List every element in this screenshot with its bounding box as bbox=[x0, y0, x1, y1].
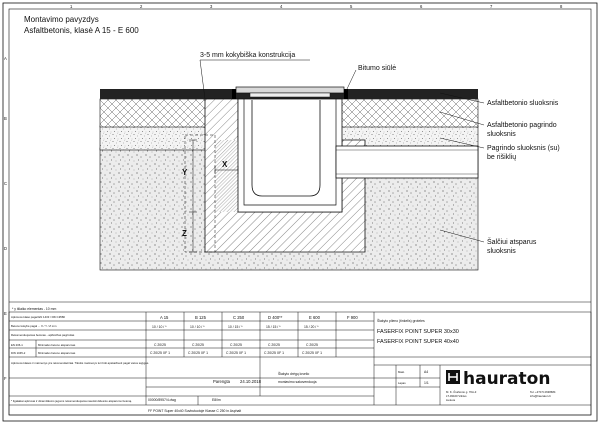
svg-text:Apkrovos klasės ir matmenys yr: Apkrovos klasės ir matmenys yra rekomendaciniai. Tikslūs matmenys turi būti apskaičiuoti pagal vietos sąlygas. bbox=[11, 361, 150, 365]
drawing-title: Montavimo pavyzdys bbox=[24, 15, 99, 24]
company-address bbox=[446, 389, 556, 402]
channel-cavity bbox=[252, 100, 320, 196]
svg-text:6: 6 bbox=[420, 4, 423, 9]
svg-text:4: 4 bbox=[280, 4, 283, 9]
svg-text:1: 1 bbox=[70, 4, 73, 9]
product-heading: Šlakyto plieno (tinkelis) groteles bbox=[377, 319, 425, 323]
svg-text:M. K. Čiurlionio g. 70A-3: M. K. Čiurlionio g. 70A-3 bbox=[446, 390, 477, 394]
class-b125: B 125 bbox=[195, 315, 206, 320]
svg-text:D: D bbox=[4, 246, 8, 251]
svg-text:C 20/25 XF 1: C 20/25 XF 1 bbox=[150, 351, 170, 355]
svg-text:C 20/25: C 20/25 bbox=[268, 343, 280, 347]
svg-text:Parengta: Parengta bbox=[213, 379, 230, 384]
svg-text:Z: Z bbox=[182, 229, 187, 238]
frame-letters-left bbox=[4, 56, 7, 381]
svg-text:24.10.2018: 24.10.2018 bbox=[240, 379, 261, 384]
svg-text:C 20/25 XF 1: C 20/25 XF 1 bbox=[188, 351, 208, 355]
class-f900: F 900 bbox=[347, 315, 358, 320]
product-line-2: FASERFIX POINT SUPER 40x40 bbox=[377, 339, 459, 345]
svg-text:Šlakyto drėgų lovelio: Šlakyto drėgų lovelio bbox=[278, 372, 310, 376]
svg-text:* Ilgalaikei apkrovai ir dinam: * Ilgalaikei apkrovai ir dinamiškoms jėgoms rekomenduojama naudoti didesnio atsparumo betoną. bbox=[11, 399, 132, 403]
label-frost-1: Šalčiui atsparus bbox=[487, 239, 537, 246]
svg-text:X: X bbox=[222, 160, 228, 169]
outlet-pipe bbox=[336, 146, 478, 178]
company-logo bbox=[446, 369, 550, 389]
svg-text:15 / 20 / *: 15 / 20 / * bbox=[304, 325, 319, 329]
class-d400: D 400** bbox=[268, 315, 283, 320]
svg-text:Rekomenduojamas betonas - apib: Rekomenduojamas betonas - apibrėžtas pagrindas bbox=[11, 333, 75, 337]
svg-text:2: 2 bbox=[140, 4, 143, 9]
svg-text:F: F bbox=[4, 376, 7, 381]
svg-text:EN 206-1: EN 206-1 bbox=[11, 343, 23, 347]
svg-text:10 / 10 / *: 10 / 10 / * bbox=[190, 325, 205, 329]
svg-text:DIN 1045-2: DIN 1045-2 bbox=[11, 351, 26, 355]
bitumen-seam-left bbox=[232, 89, 236, 99]
frame-numbers-top bbox=[70, 4, 563, 9]
svg-text:Y: Y bbox=[182, 168, 188, 177]
label-frost-2: sluoksnis bbox=[487, 248, 516, 255]
svg-text:15 / 15 / *: 15 / 15 / * bbox=[266, 325, 281, 329]
svg-text:C 20/25: C 20/25 bbox=[230, 343, 242, 347]
footer-title: FF POINT Super 40x40 Suvbutuotoje Klasse C 250 in Asphalt bbox=[148, 409, 242, 413]
cross-section bbox=[100, 52, 560, 270]
label-bitumen-seam: Bitumo siūlė bbox=[358, 65, 397, 72]
svg-text:Betono kokybė pagal ... X / Y: Betono kokybė pagal ... X / Y / Z mm bbox=[11, 324, 57, 328]
svg-text:1/1: 1/1 bbox=[424, 381, 429, 385]
svg-text:Apkrovos klasė pagal EN 1433 /: Apkrovos klasė pagal EN 1433 / DIN 19580 bbox=[11, 315, 65, 319]
svg-text:C 20/25: C 20/25 bbox=[192, 343, 204, 347]
svg-text:A4: A4 bbox=[424, 370, 429, 374]
table-note: * y išlaiko elementas - 10 mm bbox=[12, 307, 57, 311]
svg-text:LT-03100 Vilnius: LT-03100 Vilnius bbox=[446, 394, 467, 398]
svg-text:C: C bbox=[4, 181, 8, 186]
svg-text:C 20/25 XF 1: C 20/25 XF 1 bbox=[264, 351, 284, 355]
label-asphalt-layer: Asfaltbetonio sluoksnis bbox=[487, 100, 559, 107]
svg-text:Tel. +370 5 2638684: Tel. +370 5 2638684 bbox=[530, 390, 556, 394]
title-block-text bbox=[11, 307, 459, 413]
class-a15: A 15 bbox=[160, 315, 169, 320]
svg-text:A: A bbox=[4, 56, 7, 61]
svg-text:C 20/25 XF 1: C 20/25 XF 1 bbox=[226, 351, 246, 355]
svg-text:Minimalus betono atsparumas: Minimalus betono atsparumas bbox=[38, 351, 76, 355]
drawing-subtitle: Asfaltbetonis, klasė A 15 - E 600 bbox=[24, 26, 139, 35]
svg-text:00000/8957/4.dwg: 00000/8957/4.dwg bbox=[148, 398, 176, 402]
svg-text:Lapas: Lapas bbox=[398, 381, 406, 385]
svg-text:Mast.: Mast. bbox=[398, 370, 405, 374]
svg-text:Lietuva: Lietuva bbox=[446, 398, 456, 402]
label-concrete-construction: 3-5 mm kokybiška konstrukcija bbox=[200, 52, 296, 59]
svg-text:C 20/25 XF 1: C 20/25 XF 1 bbox=[302, 351, 322, 355]
svg-text:C 20/25: C 20/25 bbox=[306, 343, 318, 347]
label-base-2: be rišiklių bbox=[487, 154, 517, 161]
label-base-1: Pagrindo sluoksnis (su) bbox=[487, 145, 560, 152]
svg-text:montavimo sakovenduoja: montavimo sakovenduoja bbox=[278, 380, 317, 384]
svg-text:Minimalus betono atsparumas: Minimalus betono atsparumas bbox=[38, 343, 76, 347]
class-e600: E 600 bbox=[309, 315, 320, 320]
svg-text:3: 3 bbox=[210, 4, 213, 9]
svg-text:7: 7 bbox=[490, 4, 493, 9]
product-line-1: FASERFIX POINT SUPER 30x30 bbox=[377, 329, 459, 335]
svg-text:E: E bbox=[4, 311, 7, 316]
svg-text:E8/lm: E8/lm bbox=[212, 398, 221, 402]
svg-text:10 / 10 / *: 10 / 10 / * bbox=[152, 325, 167, 329]
svg-text:8: 8 bbox=[560, 4, 563, 9]
svg-text:10 / 15 / *: 10 / 15 / * bbox=[228, 325, 243, 329]
label-asphalt-base-2: sluoksnis bbox=[487, 131, 516, 138]
grate bbox=[236, 87, 344, 93]
svg-text:info@hauraton.lt: info@hauraton.lt bbox=[530, 394, 551, 398]
label-asphalt-base-1: Asfaltbetonio pagrindo bbox=[487, 122, 557, 129]
class-c250: C 250 bbox=[233, 315, 245, 320]
company-name: hauraton bbox=[463, 369, 551, 389]
svg-text:C 20/25: C 20/25 bbox=[154, 343, 166, 347]
svg-text:B: B bbox=[4, 116, 7, 121]
svg-text:5: 5 bbox=[350, 4, 353, 9]
